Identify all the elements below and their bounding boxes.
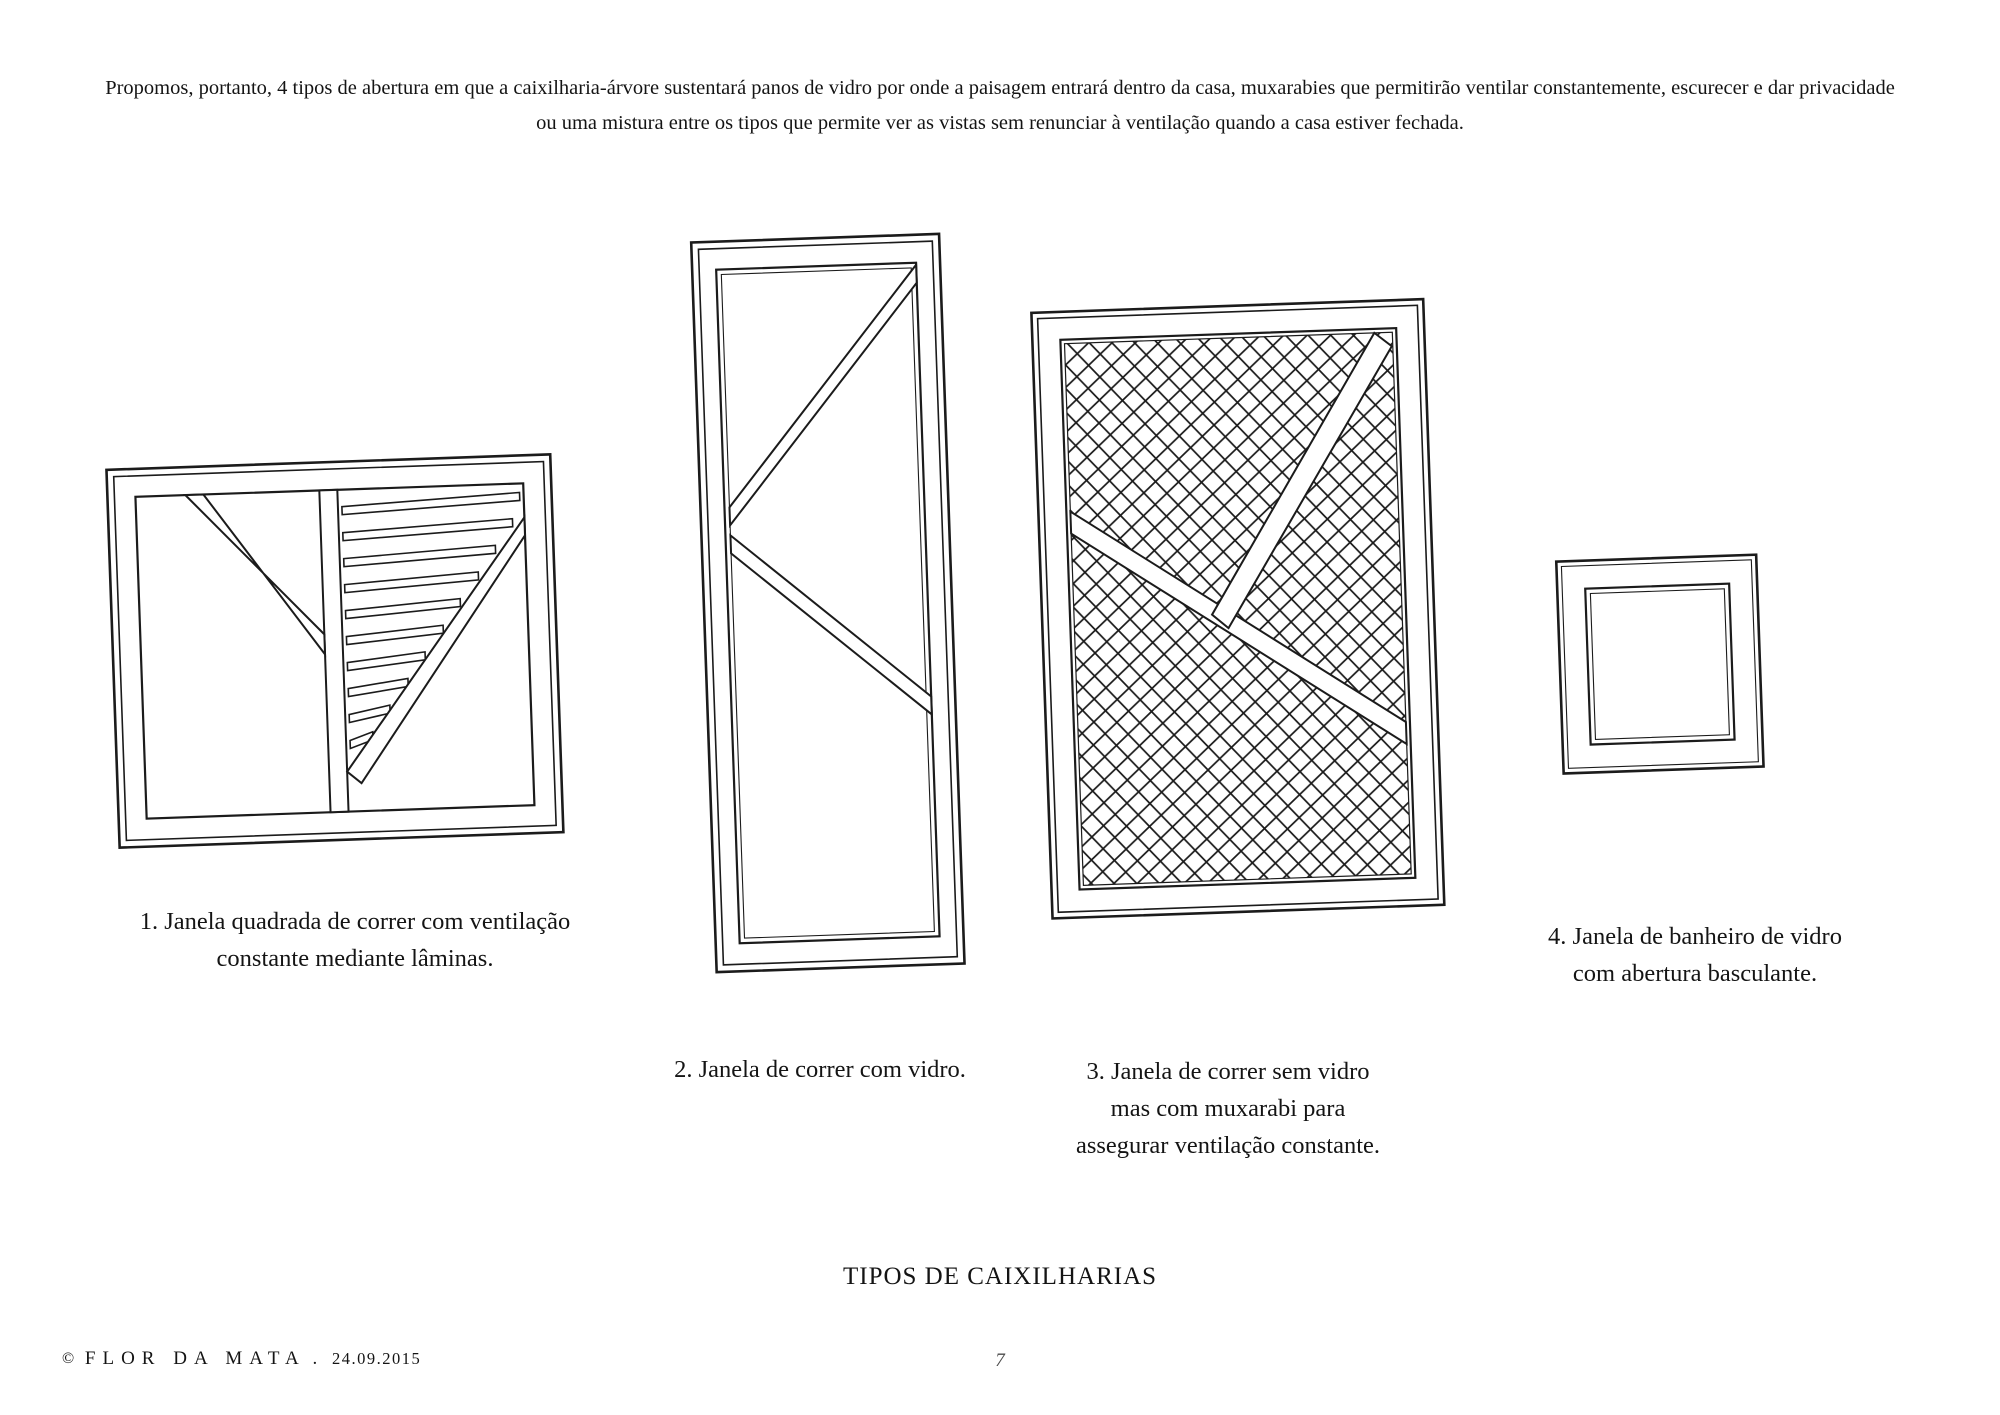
window-4-frame <box>1556 555 1763 774</box>
window-4-drawing <box>1548 542 1778 792</box>
window-1-left-diagonal-brace <box>185 490 325 659</box>
window-2-frame <box>691 234 964 972</box>
page-number: 7 <box>995 1350 1005 1371</box>
section-title: TIPOS DE CAIXILHARIAS <box>842 1263 1158 1290</box>
footer-separator: . <box>312 1348 318 1369</box>
window-1-drawing <box>105 448 565 858</box>
figure-3-caption: 3. Janela de correr sem vidro mas com muxarabi para assegurar ventilação constante. <box>1075 1057 1381 1159</box>
figure-2-drawing <box>688 222 968 992</box>
figure-4-caption: 4. Janela de banheiro de vidro com abertura basculante. <box>1548 922 1842 987</box>
window-3-drawing <box>1032 288 1432 938</box>
footer-date: 24.09.2015 <box>331 1349 422 1368</box>
figure-3-drawing <box>1032 288 1432 938</box>
figure-4-drawing <box>1548 542 1778 792</box>
brand-name: FLOR DA MATA <box>84 1348 306 1369</box>
figure-1-caption: 1. Janela quadrada de correr com ventilação constante mediante lâminas. <box>139 907 571 972</box>
intro-paragraph: Propomos, portanto, 4 tipos de abertura em que a caixilharia-árvore sustentará panos de vidro por onde a paisagem entrará dentro da casa, muxarabies que permitirão ventilar constantemente, escurecer e dar privacidade ou uma mistura entre os tipos que permite ver as vistas sem renunciar à ventilação quando a casa estiver fechada. <box>105 76 1895 134</box>
figure-1-drawing <box>105 448 565 858</box>
copyright-symbol: © <box>62 1350 75 1367</box>
window-2-upper-diagonal-brace <box>721 265 925 526</box>
window-2-lower-diagonal-brace <box>730 529 931 722</box>
window-1-louvers <box>342 492 529 748</box>
window-2-drawing <box>688 222 968 992</box>
figure-2-caption: 2. Janela de correr com vidro. <box>674 1055 966 1083</box>
